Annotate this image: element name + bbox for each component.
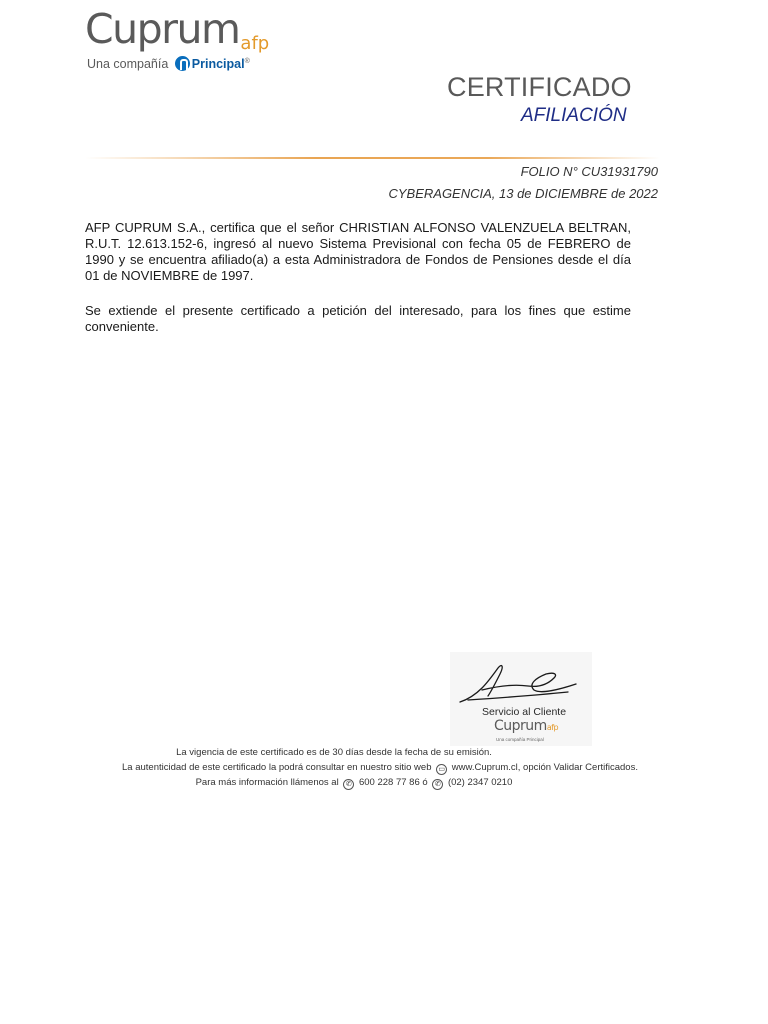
footer-validity: La vigencia de este certificado es de 30 días desde la fecha de su emisión. bbox=[176, 747, 492, 758]
place-date: CYBERAGENCIA, 13 de DICIEMBRE de 2022 bbox=[388, 186, 658, 201]
footer-contact-text: Para más información llámenos al bbox=[195, 777, 339, 788]
signature-label: Servicio al Cliente bbox=[482, 706, 567, 718]
footer-contact bbox=[0, 777, 738, 790]
footer-website: www.Cuprum.cl, opción Validar Certificados. bbox=[451, 762, 638, 773]
signature-logo bbox=[494, 718, 558, 734]
folio-number: FOLIO N° CU31931790 bbox=[520, 164, 658, 179]
logo-sub-brand: Principal bbox=[191, 57, 245, 71]
computer-icon: ▭ bbox=[436, 764, 447, 775]
handwritten-signature bbox=[458, 660, 586, 706]
phone-icon: ✆ bbox=[343, 779, 354, 790]
footer-authenticity bbox=[0, 762, 764, 775]
footer-phone-2: (02) 2347 0210 bbox=[447, 777, 513, 788]
principal-logo-icon bbox=[175, 56, 190, 71]
header-divider bbox=[85, 157, 660, 159]
certificate-subtitle: AFILIACIÓN bbox=[521, 105, 627, 126]
signature-logo-subtitle: Una compañía Principal bbox=[496, 737, 544, 742]
footer-authenticity-text: La autenticidad de este certificado la podrá consultar en nuestro sitio web bbox=[122, 762, 432, 773]
registered-mark: ® bbox=[244, 57, 250, 65]
signature-logo-word: Cuprum bbox=[494, 718, 547, 734]
logo-subtitle bbox=[87, 56, 250, 71]
cuprum-logo bbox=[85, 5, 270, 71]
certification-paragraph: AFP CUPRUM S.A., certifica que el señor CHRISTIAN ALFONSO VALENZUELA BELTRAN, R.U.T. 12.613.152-6, ingresó al nuevo Sistema Previsional con fecha 05 de FEBRERO de 1990 y se encuentra afiliado(a) a esta Administradora de Fondos de Pensiones desde el día 01 de NOVIEMBRE de 1997. bbox=[85, 220, 631, 283]
mobile-phone-icon: ✆ bbox=[432, 779, 443, 790]
signature-block bbox=[450, 652, 592, 746]
signature-logo-afp: afp bbox=[546, 723, 559, 732]
logo-word-text: Cuprum bbox=[85, 5, 240, 53]
logo-wordmark bbox=[85, 6, 269, 61]
certificate-title: CERTIFICADO bbox=[447, 72, 632, 102]
purpose-paragraph: Se extiende el presente certificado a petición del interesado, para los fines que estime conveniente. bbox=[85, 303, 631, 334]
logo-sub-prefix: Una compañía bbox=[87, 57, 169, 71]
footer-phone-1: 600 228 77 86 ó bbox=[358, 777, 428, 788]
logo-afp-text: afp bbox=[240, 33, 270, 54]
